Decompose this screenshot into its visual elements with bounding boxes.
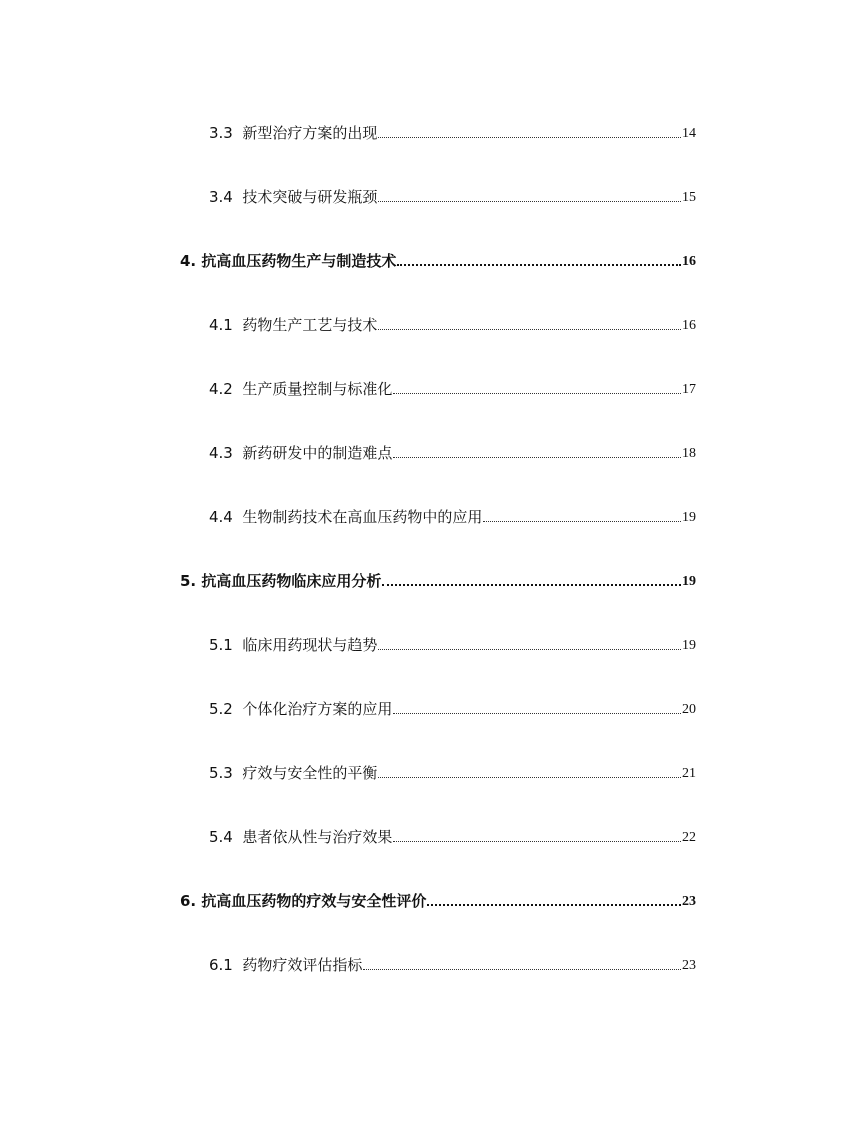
dot-leader	[483, 521, 681, 522]
dot-leader	[427, 904, 681, 906]
dot-leader	[397, 264, 681, 266]
toc-entry[interactable]	[209, 373, 696, 397]
page-number: 16	[682, 254, 696, 269]
page-number: 23	[682, 894, 696, 909]
page-number: 15	[682, 190, 696, 205]
section-number: 4.4	[209, 508, 233, 526]
toc-entry-chapter[interactable]	[180, 565, 696, 589]
toc-entry[interactable]	[209, 309, 696, 333]
toc-entry[interactable]	[209, 757, 696, 781]
section-title: 疗效与安全性的平衡	[242, 764, 378, 782]
dot-leader	[378, 649, 681, 650]
chapter-title: 抗高血压药物生产与制造技术	[201, 252, 397, 270]
toc-entry[interactable]	[209, 629, 696, 653]
section-title: 药物疗效评估指标	[242, 956, 363, 974]
dot-leader	[363, 969, 681, 970]
section-number: 5.1	[209, 636, 233, 654]
section-title: 临床用药现状与趋势	[242, 636, 378, 654]
section-number: 5.2	[209, 700, 233, 718]
dot-leader	[378, 777, 681, 778]
page-number: 16	[682, 318, 696, 333]
dot-leader	[378, 137, 681, 138]
section-title: 生物制药技术在高血压药物中的应用	[242, 508, 483, 526]
section-number: 4.2	[209, 380, 233, 398]
toc-entry[interactable]	[209, 181, 696, 205]
section-number: 3.3	[209, 124, 233, 142]
section-title: 药物生产工艺与技术	[242, 316, 378, 334]
section-number: 6.1	[209, 956, 233, 974]
page-number: 19	[682, 510, 696, 525]
page-number: 17	[682, 382, 696, 397]
section-title: 新型治疗方案的出现	[242, 124, 378, 142]
section-title: 生产质量控制与标准化	[242, 380, 393, 398]
dot-leader	[393, 713, 681, 714]
dot-leader	[393, 841, 681, 842]
chapter-title: 抗高血压药物的疗效与安全性评价	[201, 892, 427, 910]
section-title: 技术突破与研发瓶颈	[242, 188, 378, 206]
toc-entry[interactable]	[209, 821, 696, 845]
section-number: 3.4	[209, 188, 233, 206]
section-number: 5.4	[209, 828, 233, 846]
toc-entry[interactable]	[209, 949, 696, 973]
toc-entry-chapter[interactable]	[180, 885, 696, 909]
chapter-number: 6.	[180, 892, 197, 910]
dot-leader	[378, 201, 681, 202]
toc-entry[interactable]	[209, 117, 696, 141]
page-number: 18	[682, 446, 696, 461]
toc-entry-chapter[interactable]	[180, 245, 696, 269]
page-number: 14	[682, 126, 696, 141]
page-number: 21	[682, 766, 696, 781]
toc-entry[interactable]	[209, 437, 696, 461]
section-title: 个体化治疗方案的应用	[242, 700, 393, 718]
section-number: 5.3	[209, 764, 233, 782]
toc-entry[interactable]	[209, 501, 696, 525]
section-title: 患者依从性与治疗效果	[242, 828, 393, 846]
dot-leader	[393, 457, 681, 458]
chapter-title: 抗高血压药物临床应用分析	[201, 572, 382, 590]
page-number: 19	[682, 638, 696, 653]
page-number: 23	[682, 958, 696, 973]
chapter-number: 5.	[180, 572, 197, 590]
page-number: 22	[682, 830, 696, 845]
section-number: 4.3	[209, 444, 233, 462]
dot-leader	[393, 393, 681, 394]
dot-leader	[382, 584, 681, 586]
dot-leader	[378, 329, 681, 330]
toc-entry[interactable]	[209, 693, 696, 717]
chapter-number: 4.	[180, 252, 197, 270]
page-number: 19	[682, 574, 696, 589]
section-title: 新药研发中的制造难点	[242, 444, 393, 462]
page-number: 20	[682, 702, 696, 717]
section-number: 4.1	[209, 316, 233, 334]
